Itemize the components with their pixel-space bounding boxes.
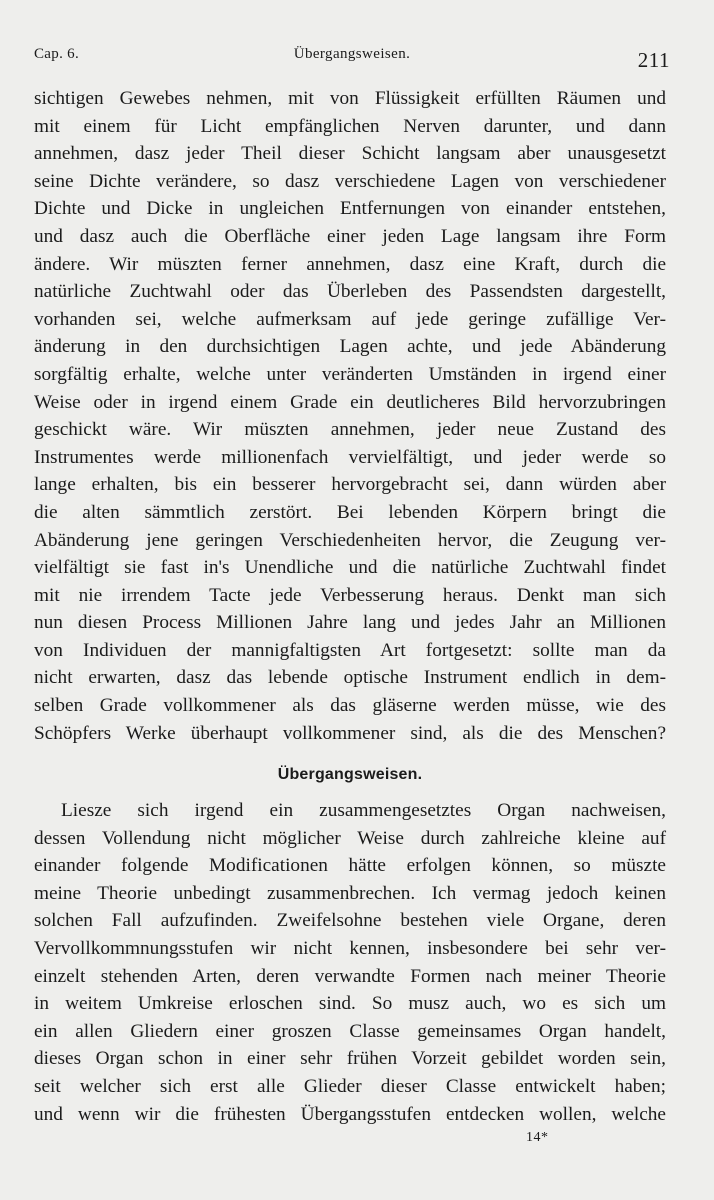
page-number: 211 bbox=[637, 48, 670, 72]
text-line: mit einem für Licht empfänglichen Nerven darunter, und dann bbox=[34, 115, 666, 137]
text-line: Dichte und Dicke in ungleichen Entfernungen von einander entstehen, bbox=[34, 198, 666, 220]
text-line: Schöpfers Werke überhaupt vollkommener sind, als die des Menschen? bbox=[34, 722, 666, 744]
signature-mark: 14* bbox=[526, 1130, 549, 1145]
text-line: Weise oder in irgend einem Grade ein deutlicheres Bild hervorzubringen bbox=[34, 391, 666, 413]
text-line: annehmen, dasz jeder Theil dieser Schicht langsam aber unausgesetzt bbox=[34, 143, 666, 165]
text-line: die alten sämmtlich zerstört. Bei lebenden Körpern bringt die bbox=[34, 501, 666, 523]
text-line: sichtigen Gewebes nehmen, mit von Flüssigkeit erfüllten Räumen und bbox=[34, 88, 666, 109]
paragraph-continued bbox=[34, 85, 666, 747]
text-line: und dasz auch die Oberfläche einer jeden Lage langsam ihre Form bbox=[34, 225, 666, 247]
paragraph bbox=[34, 797, 666, 1128]
text-line: änderung in den durchsichtigen Lagen achte, und jede Abänderung bbox=[34, 336, 666, 358]
text-line: selben Grade vollkommener als das gläserne werden müsse, wie des bbox=[34, 695, 666, 717]
text-line: dieses Organ schon in einer sehr frühen Vorzeit gebildet worden sein, bbox=[34, 1048, 666, 1070]
text-line: Liesze sich irgend ein zusammengesetztes Organ nachweisen, bbox=[61, 800, 666, 821]
text-line: natürliche Zuchtwahl oder das Überleben des Passendsten dargestellt, bbox=[34, 281, 666, 303]
text-line: nun diesen Process Millionen Jahre lang und jedes Jahr an Millionen bbox=[34, 612, 666, 634]
text-line: dessen Vollendung nicht möglicher Weise durch zahlreiche kleine auf bbox=[34, 827, 666, 849]
text-line: Vervollkommnungsstufen wir nicht kennen, insbesondere bei sehr ver- bbox=[34, 937, 666, 959]
section-heading: Übergangsweisen. bbox=[277, 766, 423, 783]
text-line: geschickt wäre. Wir müszten annehmen, jeder neue Zustand des bbox=[34, 419, 666, 441]
text-line: einzelt stehenden Arten, deren verwandte Formen nach meiner Theorie bbox=[34, 965, 666, 987]
text-line: Abänderung jene geringen Verschiedenheiten hervor, die Zeugung ver- bbox=[34, 529, 666, 551]
chapter-label: Cap. 6. bbox=[34, 46, 80, 62]
text-line: seit welcher sich erst alle Glieder dieser Classe entwickelt haben; bbox=[34, 1075, 666, 1097]
text-line: und wenn wir die frühesten Übergangsstufen entdecken wollen, welche bbox=[34, 1103, 666, 1125]
text-line: vielfältigt sie fast in's Unendliche und die natürliche Zuchtwahl findet bbox=[34, 557, 666, 579]
text-line: lange erhalten, bis ein besserer hervorgebracht sei, dann würden aber bbox=[34, 474, 666, 496]
text-line: sorgfältig erhalte, welche unter veränderten Umständen in irgend einer bbox=[34, 363, 666, 385]
running-head bbox=[34, 42, 670, 78]
running-head-title: Übergangsweisen. bbox=[293, 46, 411, 62]
text-line: meine Theorie unbedingt zusammenbrechen. Ich vermag jedoch keinen bbox=[34, 882, 666, 904]
text-line: nicht erwarten, dasz das lebende optische Instrument endlich in dem- bbox=[34, 667, 666, 689]
text-line: mit nie irrendem Tacte jede Verbesserung heraus. Denkt man sich bbox=[34, 584, 666, 606]
text-line: ein allen Gliedern einer groszen Classe gemeinsames Organ handelt, bbox=[34, 1020, 666, 1042]
text-line: ändere. Wir müszten ferner annehmen, dasz eine Kraft, durch die bbox=[34, 253, 666, 275]
text-line: solchen Fall aufzufinden. Zweifelsohne bestehen viele Organe, deren bbox=[34, 910, 666, 932]
text-line: Instrumentes werde millionenfach vervielfältigt, und jeder werde so bbox=[34, 446, 666, 468]
text-line: von Individuen der mannigfaltigsten Art fortgesetzt: sollte man da bbox=[34, 639, 666, 661]
text-line: in weitem Umkreise erloschen sind. So musz auch, wo es sich um bbox=[34, 993, 666, 1015]
text-line: vorhanden sei, welche aufmerksam auf jede geringe zufällige Ver- bbox=[34, 308, 666, 330]
text-line: einander folgende Modificationen hätte erfolgen können, so müszte bbox=[34, 855, 666, 877]
text-line: seine Dichte verändere, so dasz verschiedene Lagen von verschiedener bbox=[34, 170, 666, 192]
